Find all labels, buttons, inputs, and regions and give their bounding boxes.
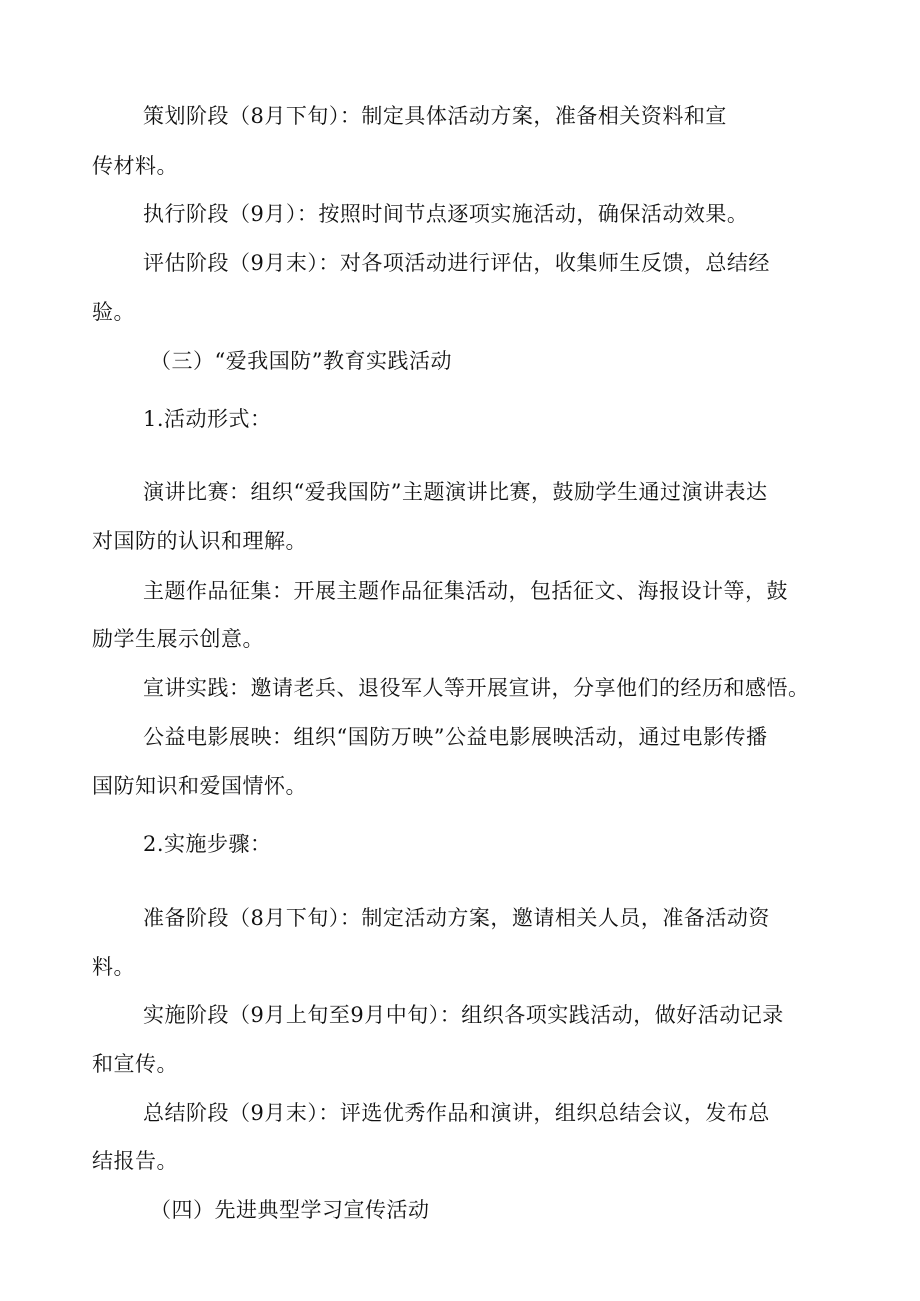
paragraph-preparation-stage-cont: 料。 <box>92 955 135 979</box>
paragraph-execution-stage: 执行阶段（9月）：按照时间节点逐项实施活动，确保活动效果。 <box>143 202 749 226</box>
subheading-implementation-steps: 2.实施步骤： <box>143 832 272 856</box>
paragraph-implementation-stage-cont: 和宣传。 <box>92 1052 178 1076</box>
paragraph-evaluation-stage: 评估阶段（9月末）：对各项活动进行评估，收集师生反馈，总结经 <box>143 251 770 275</box>
paragraph-speech-contest-cont: 对国防的认识和理解。 <box>92 529 307 553</box>
paragraph-evaluation-stage-cont: 验。 <box>92 300 135 324</box>
section-heading-four: （四）先进典型学习宣传活动 <box>150 1198 430 1222</box>
paragraph-works-collection: 主题作品征集：开展主题作品征集活动，包括征文、海报设计等，鼓 <box>143 579 788 603</box>
paragraph-implementation-stage: 实施阶段（9月上旬至9月中旬）：组织各项实践活动，做好活动记录 <box>143 1003 784 1027</box>
paragraph-summary-stage-cont: 结报告。 <box>92 1149 178 1173</box>
paragraph-lecture-practice: 宣讲实践：邀请老兵、退役军人等开展宣讲，分享他们的经历和感悟。 <box>143 676 810 700</box>
paragraph-planning-stage: 策划阶段（8月下旬）：制定具体活动方案，准备相关资料和宣 <box>143 104 727 128</box>
paragraph-speech-contest: 演讲比赛：组织“爱我国防”主题演讲比赛，鼓励学生通过演讲表达 <box>143 480 768 504</box>
paragraph-film-screening: 公益电影展映：组织“国防万映”公益电影展映活动，通过电影传播 <box>143 725 768 749</box>
paragraph-preparation-stage: 准备阶段（8月下旬）：制定活动方案，邀请相关人员，准备活动资 <box>143 906 770 930</box>
paragraph-summary-stage: 总结阶段（9月末）：评选优秀作品和演讲，组织总结会议，发布总 <box>143 1101 770 1125</box>
paragraph-film-screening-cont: 国防知识和爱国情怀。 <box>92 774 307 798</box>
paragraph-works-collection-cont: 励学生展示创意。 <box>92 627 264 651</box>
subheading-activity-forms: 1.活动形式： <box>143 407 272 431</box>
paragraph-planning-stage-cont: 传材料。 <box>92 154 178 178</box>
section-heading-three: （三）“爱我国防”教育实践活动 <box>150 349 452 373</box>
